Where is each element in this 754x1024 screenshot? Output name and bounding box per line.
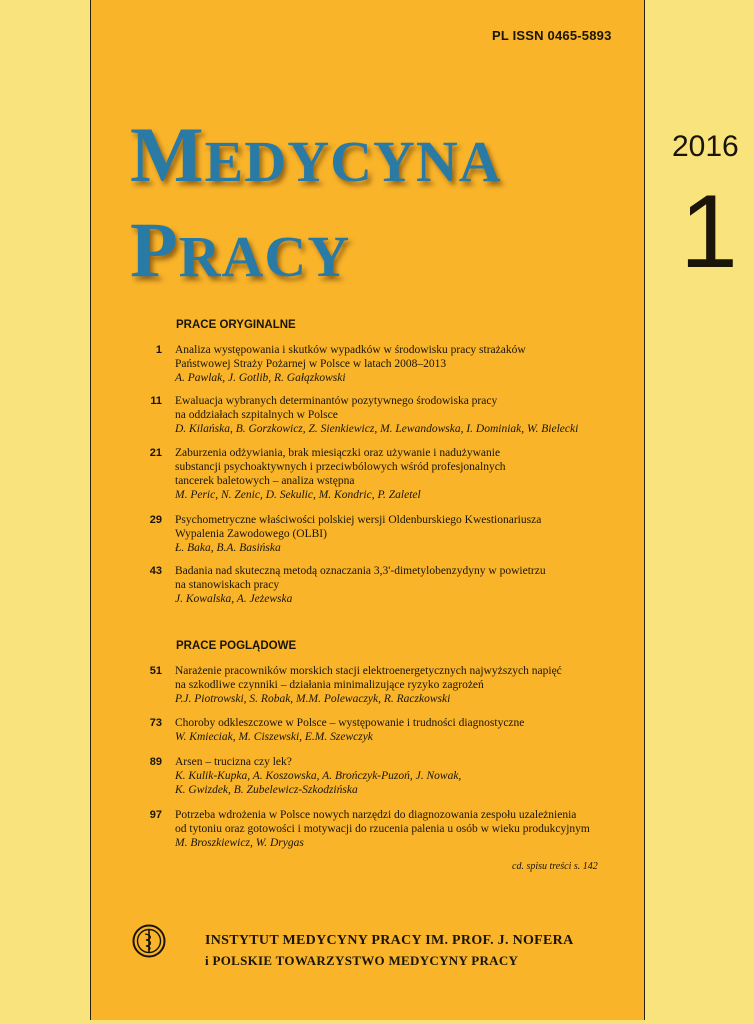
toc-authors: K. Gwizdek, B. Zubelewicz-Szkodzińska bbox=[175, 784, 358, 796]
toc-title-line: Arsen – trucizna czy lek? bbox=[175, 756, 292, 768]
toc-entry bbox=[100, 394, 620, 436]
toc-page-number: 73 bbox=[149, 717, 162, 729]
toc-authors: W. Kmieciak, M. Ciszewski, E.M. Szewczyk bbox=[175, 731, 373, 743]
issn-number: PL ISSN 0465-5893 bbox=[492, 28, 612, 43]
journal-title-line1: MEDYCYNA bbox=[130, 111, 502, 198]
toc-title-line: substancji psychoaktywnych i przeciwbólowych wśród profesjonalnych bbox=[175, 461, 506, 473]
toc-authors: A. Pawlak, J. Gotlib, R. Gałązkowski bbox=[175, 372, 346, 384]
section-heading-review: PRACE POGLĄDOWE bbox=[176, 640, 297, 652]
toc-page-number: 29 bbox=[149, 514, 162, 526]
toc-entry bbox=[100, 564, 620, 606]
toc-continuation-note: cd. spisu treści s. 142 bbox=[512, 861, 598, 872]
issue-year: 2016 bbox=[672, 130, 739, 163]
publisher-line2: i POLSKIE TOWARZYSTWO MEDYCYNY PRACY bbox=[205, 953, 519, 968]
toc-page-number: 43 bbox=[149, 565, 162, 577]
toc-page-number: 51 bbox=[149, 665, 162, 677]
institute-logo-icon bbox=[132, 924, 166, 958]
toc-authors: Ł. Baka, B.A. Basińska bbox=[175, 542, 281, 554]
toc-authors: K. Kulik-Kupka, A. Koszowska, A. Brończyk-Puzoń, J. Nowak, bbox=[175, 770, 462, 782]
toc-entry bbox=[100, 446, 620, 502]
toc-authors: M. Peric, N. Zenic, D. Sekulic, M. Kondric, P. Zaletel bbox=[175, 489, 421, 501]
toc-entry bbox=[100, 716, 620, 744]
toc-title-line: Potrzeba wdrożenia w Polsce nowych narzędzi do diagnozowania zespołu uzależnienia bbox=[175, 809, 577, 821]
toc-entry bbox=[100, 343, 620, 385]
toc-entry bbox=[100, 808, 620, 850]
toc-title-line: od tytoniu oraz gotowości i motywacji do rzucenia palenia u osób w wieku produkcyjnym bbox=[175, 823, 590, 835]
toc-page-number: 1 bbox=[155, 344, 162, 356]
toc-authors: D. Kilańska, B. Gorzkowicz, Z. Sienkiewicz, M. Lewandowska, I. Dominiak, W. Bielecki bbox=[175, 423, 579, 435]
toc-page-number: 21 bbox=[149, 447, 162, 459]
toc-title-line: tancerek baletowych – analiza wstępna bbox=[175, 475, 355, 487]
toc-page-number: 89 bbox=[149, 756, 162, 768]
toc-title-line: Choroby odkleszczowe w Polsce – występowanie i trudności diagnostyczne bbox=[175, 717, 525, 729]
toc-page-number: 11 bbox=[150, 395, 162, 407]
toc-authors: J. Kowalska, A. Jeżewska bbox=[175, 593, 293, 605]
toc-title-line: Zaburzenia odżywiania, brak miesiączki oraz używanie i nadużywanie bbox=[175, 447, 501, 459]
toc-title-line: Ewaluacja wybranych determinantów pozytywnego środowiska pracy bbox=[175, 395, 498, 407]
toc-title-line: Wypalenia Zawodowego (OLBI) bbox=[175, 528, 327, 540]
toc-title-line: na oddziałach szpitalnych w Polsce bbox=[175, 409, 338, 421]
publisher-line1: INSTYTUT MEDYCYNY PRACY IM. PROF. J. NOFERA bbox=[205, 933, 574, 948]
toc-title-line: Badania nad skuteczną metodą oznaczania 3,3'-dimetylobenzydyny w powietrzu bbox=[175, 565, 546, 577]
toc-page-number: 97 bbox=[149, 809, 162, 821]
toc-title-line: Psychometryczne właściwości polskiej wersji Oldenburskiego Kwestionariusza bbox=[175, 514, 542, 526]
toc-authors: M. Broszkiewicz, W. Drygas bbox=[175, 837, 304, 849]
toc-title-line: na szkodliwe czynniki – działania minimalizujące ryzyko zagrożeń bbox=[175, 679, 484, 691]
toc-title-line: Państwowej Straży Pożarnej w Polsce w latach 2008–2013 bbox=[175, 358, 447, 370]
toc-title-line: na stanowiskach pracy bbox=[175, 579, 280, 591]
toc-entry bbox=[100, 513, 620, 555]
section-heading-original: PRACE ORYGINALNE bbox=[176, 319, 296, 331]
toc-title-line: Analiza występowania i skutków wypadków w środowisku pracy strażaków bbox=[175, 344, 526, 356]
toc-entry bbox=[100, 755, 620, 797]
left-margin-band bbox=[0, 0, 90, 1024]
toc-entry bbox=[100, 664, 620, 706]
toc-title-line: Narażenie pracowników morskich stacji elektroenergetycznych najwyższych napięć bbox=[175, 665, 562, 677]
issue-number: 1 bbox=[680, 174, 738, 290]
toc-authors: P.J. Piotrowski, S. Robak, M.M. Polewaczyk, R. Raczkowski bbox=[175, 693, 451, 705]
journal-title-line2: PRACY bbox=[130, 206, 351, 293]
